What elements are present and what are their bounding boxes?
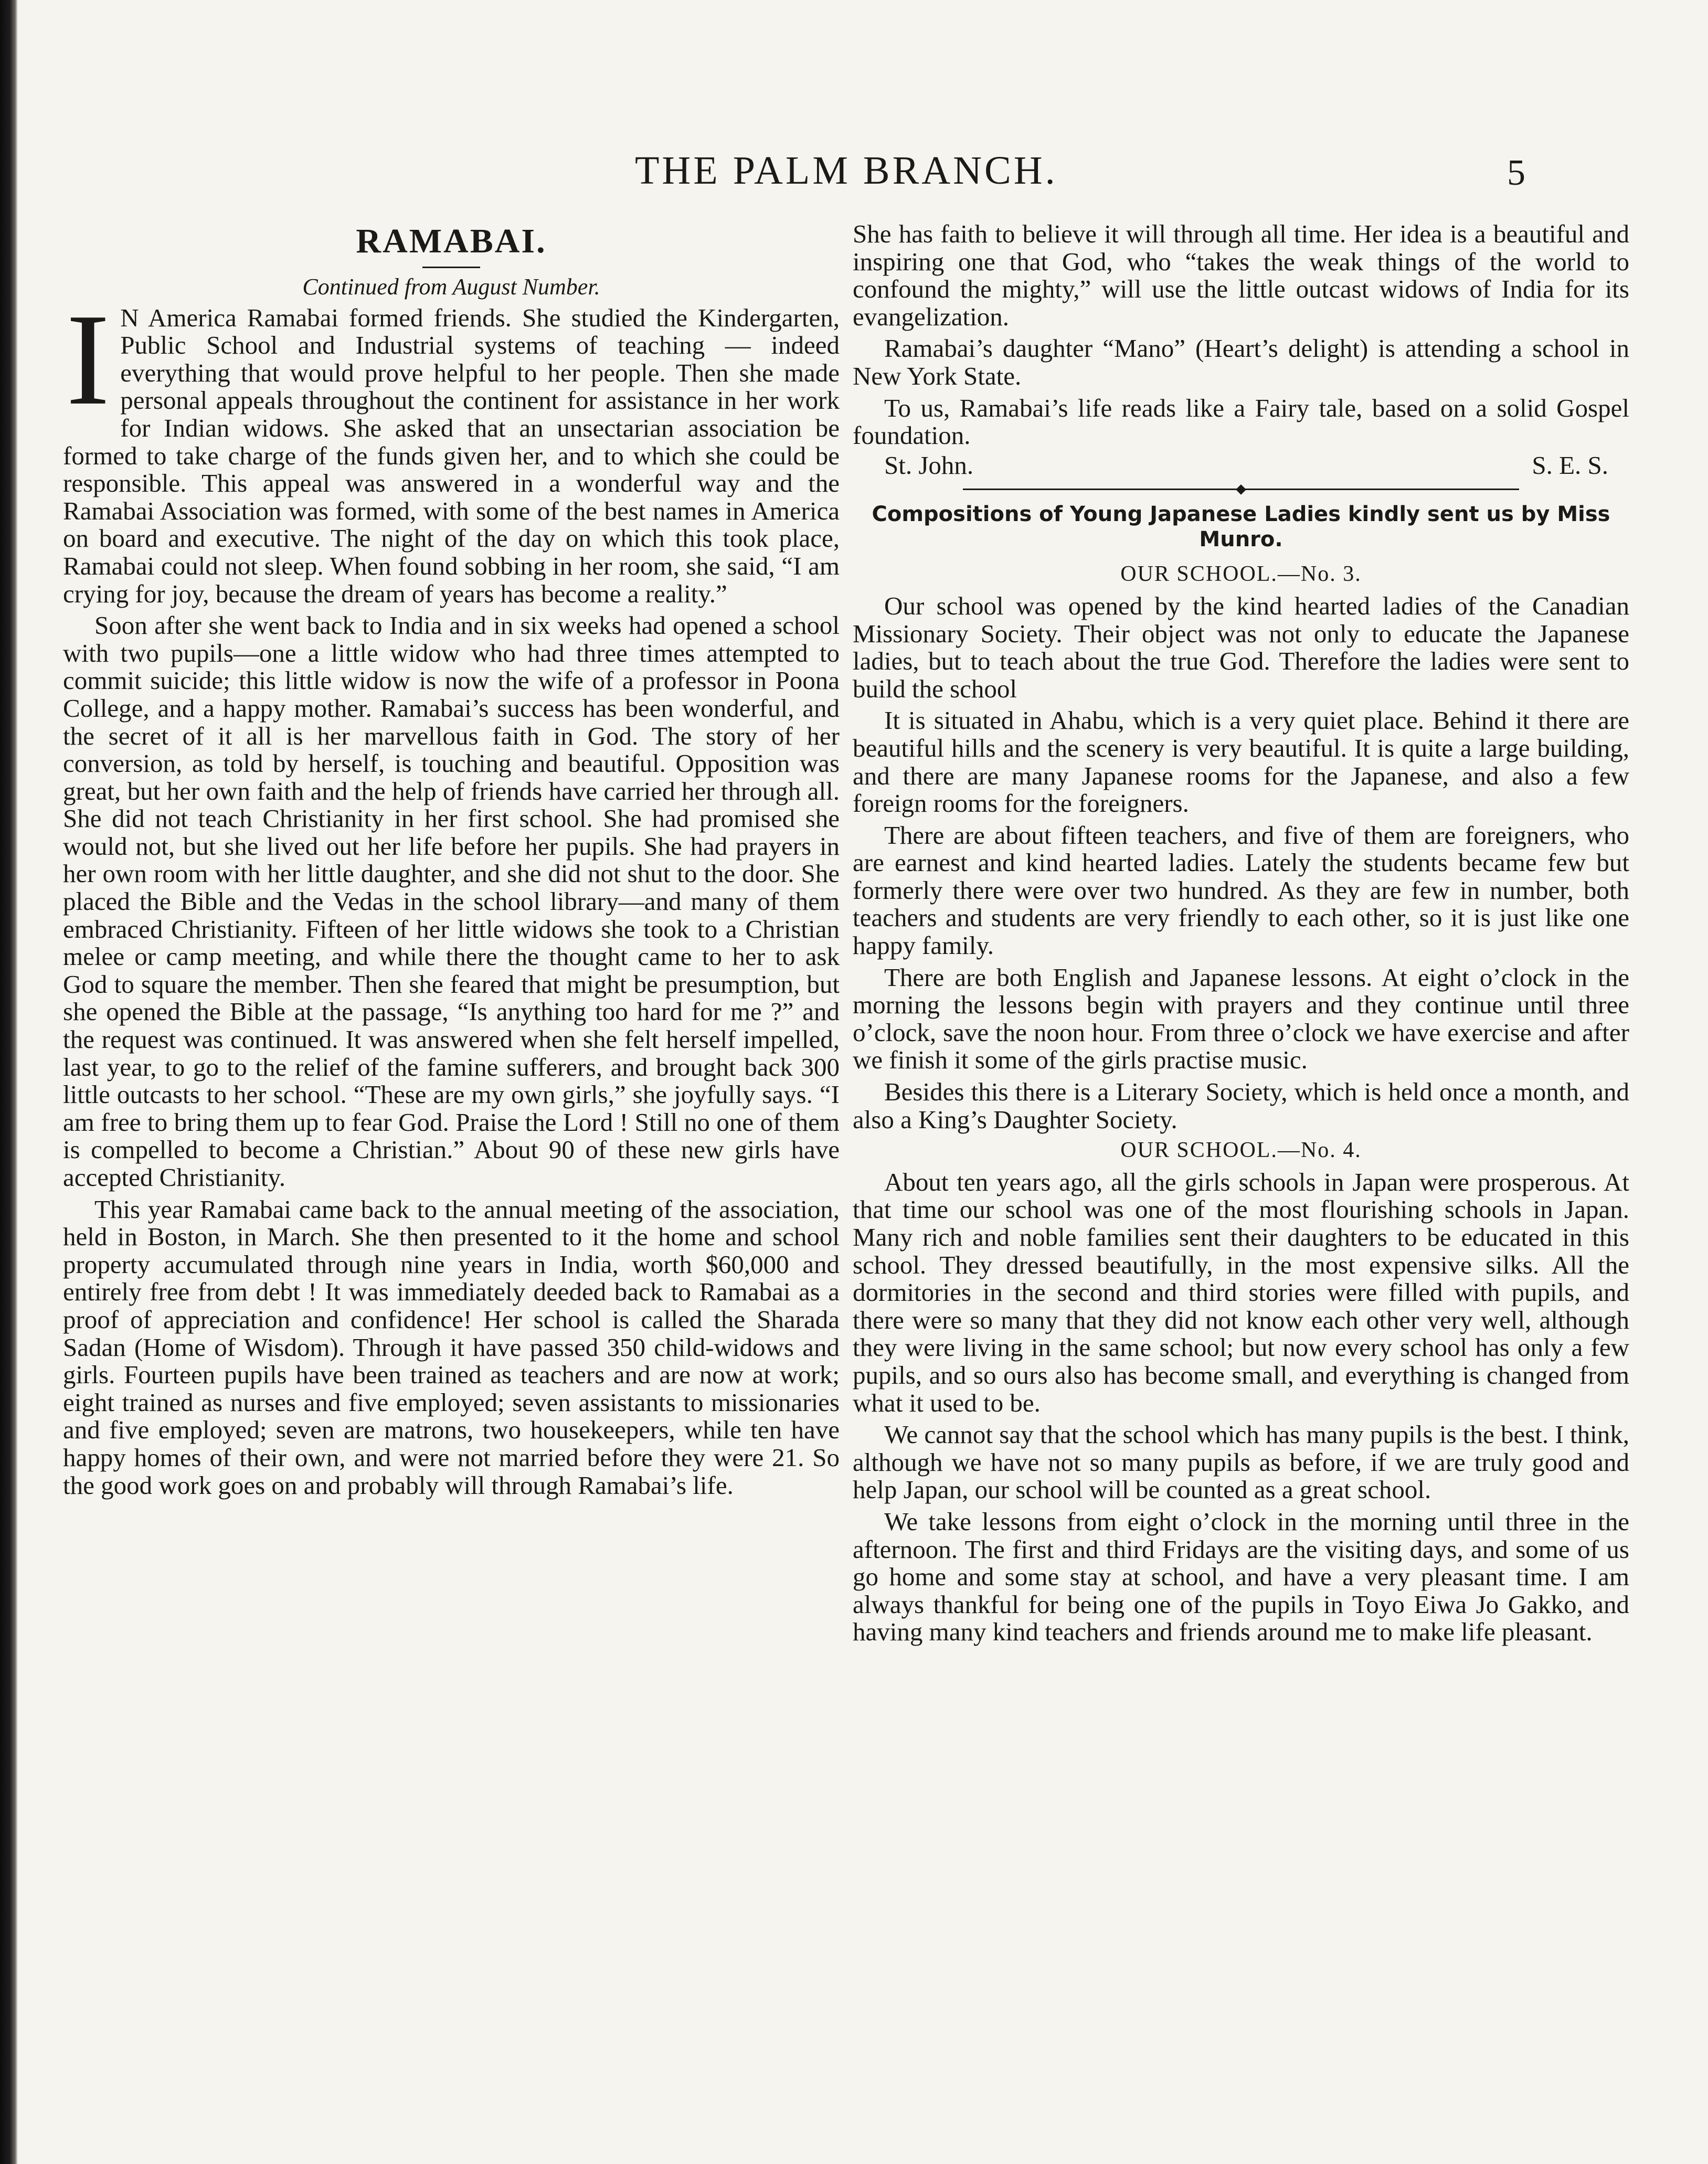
school-paragraph: There are both English and Japanese lessons. At eight o’clock in the morning the lessons begin with prayers and they continue until three o’clock, save the noon hour. From three o’clock we have exercise and after we finish it some of the girls practise music. (853, 962, 1629, 1075)
signoff-initials: S. E. S. (1532, 450, 1608, 480)
page-number: 5 (1507, 153, 1525, 193)
page-header (0, 148, 1708, 206)
school-paragraph: Besides this there is a Literary Society, which is held once a month, and also a King’s Daughter Society. (853, 1077, 1629, 1134)
article-continuation: Ramabai’s daughter “Mano” (Heart’s delight) is attending a school in New York State. (853, 334, 1629, 390)
subheading: OUR SCHOOL.—No. 3. (1120, 562, 1362, 587)
school-paragraph: There are about fifteen teachers, and five of them are foreigners, who are earnest and kind hearted ladies. Lately the students became few but formerly there were over two hundred. As they are few in number, both teachers and students are very friendly to each other, so it is just like one happy family. (853, 820, 1629, 960)
signoff (853, 452, 1629, 480)
section-title: Compositions of Young Japanese Ladies kindly sent us by Miss Munro. (872, 502, 1610, 552)
school-paragraph: It is situated in Ahabu, which is a very quiet place. Behind it there are beautiful hills and the scenery is very beautiful. It is quite a large building, and there are many Japanese rooms for the Japanese, and also a few foreign rooms for the foreigners. (853, 706, 1629, 818)
school-paragraph: We cannot say that the school which has many pupils is the best. I think, although we have not so many pupils as before, if we are truly good and help Japan, our school will be counted as a great school. (853, 1420, 1629, 1504)
signoff-place: St. John. (884, 450, 974, 480)
drop-cap: I (66, 287, 110, 432)
school-paragraph: We take lessons from eight o’clock in the morning until three in the afternoon. The first and third Fridays are the visiting days, and some of us go home and some stay at school, and have a very pleasant time. I am always thankful for being one of the pupils in Toyo Eiwa Jo Gakko, and having many kind teachers and friends around me to make life pleasant. (853, 1507, 1629, 1647)
right-column (853, 220, 1629, 1646)
article-paragraph: Soon after she went back to India and in six weeks had opened a school with two pupils—one a little widow who had three times attempted to commit suicide; this little widow is now the wife of a professor in Poona College, and a happy mother. Ramabai’s success has been wonderful, and the secret of it all is her marvellous faith in God. The story of her conversion, as told by herself, is touching and beautiful. Opposition was great, but her own faith and the help of friends have carried her through all. She did not teach Christianity in her first school. She had promised she would not, but she lived out her life before her pupils. She had prayers in her own room with her little daughter, and she did not shut to the door. She placed the Bible and the Vedas in the school library—and many of them embraced Christianity. Fifteen of her little widows she took to a Christian melee or camp meeting, and while there the thought came to her to ask God to square the member. Then she feared that might be presumption, but she opened the Bible at the passage, “Is anything too hard for me ?” and the request was continued. It was answered when she felt herself impelled, last year, to go to the relief of the famine sufferers, and brought back 300 little outcasts to her school. “These are my own girls,” she joyfully says. “I am free to bring them up to fear God. Praise the Lord ! Still no one of them is compelled to become a Christian.” About 90 of these new girls have accepted Christianity. (63, 611, 840, 1192)
school-paragraph: Our school was opened by the kind hearted ladies of the Canadian Missionary Society. Their object was not only to educate the Japanese ladies, but to teach about the true God. Therefore the ladies were sent to build the school (853, 591, 1629, 703)
paragraph-text: N America Ramabai formed friends. She studied the Kindergarten, Public School and Industrial systems of teaching — indeed everything that would prove helpful to her people. Then she made personal appeals throughout the continent for assistance in her work for Indian widows. She asked that an unsectarian association be formed to take charge of the funds given her, and to which she could be responsible. This appeal was answered in a wonderful way and the Ramabai Association was formed, with some of the best names in America on board and executive. The night of the day on which this took place, Ramabai could not sleep. When found sobbing in her room, she said, “I am crying for joy, because the dream of years has become a reality.” (63, 303, 840, 608)
continued-note: Continued from August Number. (302, 274, 600, 300)
article-paragraph: This year Ramabai came back to the annual meeting of the association, held in Boston, in March. She then presented to it the home and school property accumulated through nine years in India, worth $60,000 and entirely free from debt ! It was immediately deeded back to Ramabai as a proof of appreciation and confidence! Her school is called the Sharada Sadan (Home of Wisdom). Through it have passed 350 child-widows and girls. Fourteen pupils have been trained as teachers and are now at work; eight trained as nurses and five employed; seven assistants to missionaries and five employed; seven are matrons, two housekeepers, while ten have happy homes of their own, and were not married before they were 21. So the good work goes on and probably will through Ramabai’s life. (63, 1194, 840, 1500)
article-continuation: To us, Ramabai’s life reads like a Fairy tale, based on a solid Gospel foundation. (853, 393, 1629, 450)
left-column (63, 220, 840, 1499)
article-title: RAMABAI. (356, 222, 547, 260)
article-continuation: She has faith to believe it will through all time. Her idea is a beautiful and inspiring one that God, who “takes the weak things of the world to confound the mighty,” will use the little outcast widows of India for its evangelization. (853, 219, 1629, 331)
section-divider (963, 489, 1519, 490)
journal-title: THE PALM BRANCH. (635, 148, 1058, 193)
subheading: OUR SCHOOL.—No. 4. (1120, 1138, 1362, 1163)
title-rule (422, 267, 480, 268)
school-paragraph: About ten years ago, all the girls schools in Japan were prosperous. At that time our school was one of the most flourishing schools in Japan. Many rich and noble families sent their daughters to be educated in this school. They dressed beautifully, in the most expensive silks. All the dormitories in the second and third stories were filled with pupils, and there were so many that they did not know each other very well, although they were living in the same school; but now every school has only a few pupils, and so ours also has become small, and everything is changed from what it used to be. (853, 1167, 1629, 1417)
binding-edge (0, 0, 18, 2164)
